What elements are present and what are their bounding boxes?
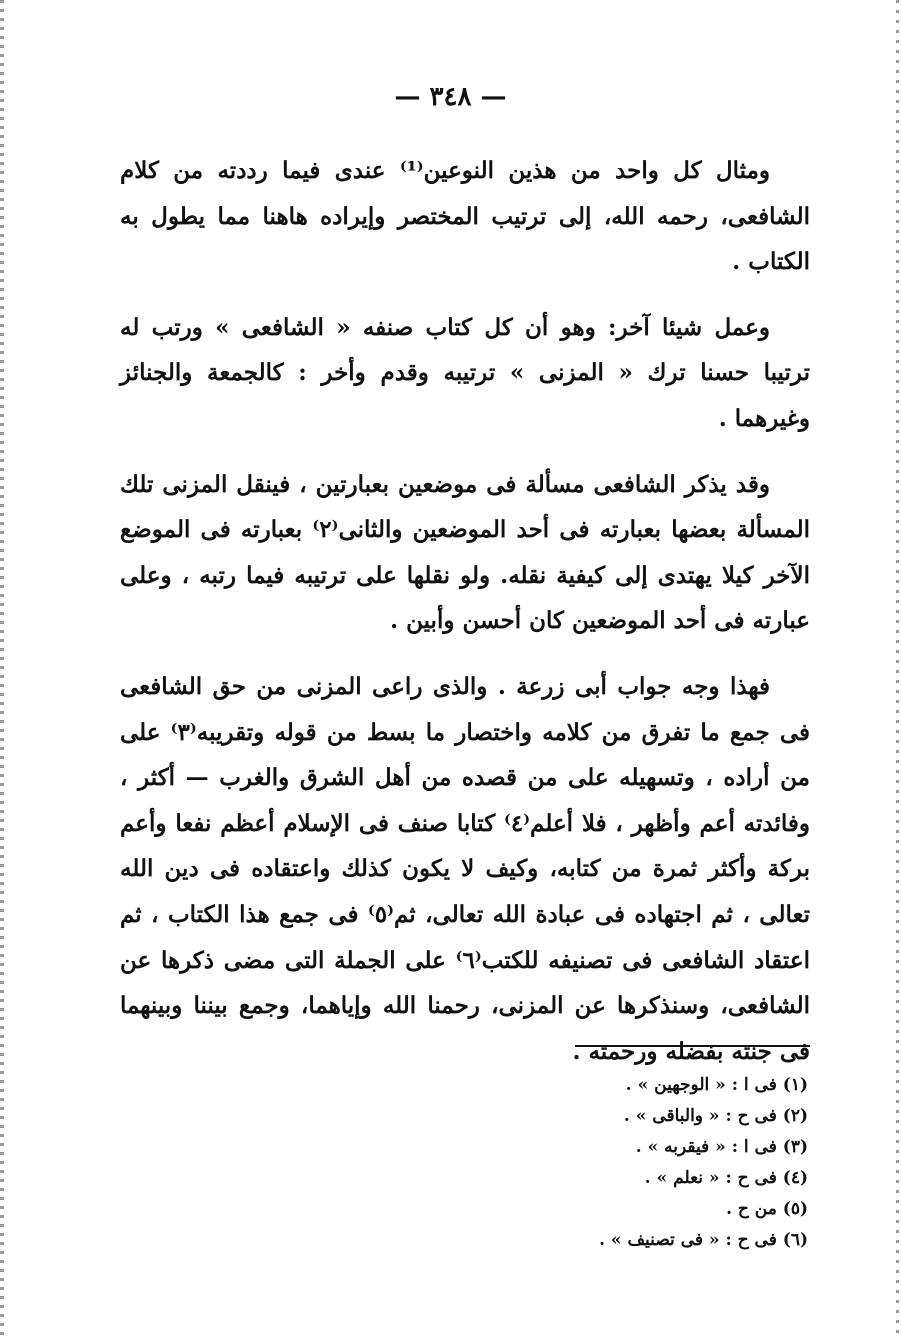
page-number: — ٣٤٨ — <box>394 82 507 112</box>
footnote-divider <box>575 1045 810 1047</box>
footnote: (٥) من ح . <box>726 1199 808 1219</box>
scan-edge-left <box>0 0 4 1338</box>
footnote: (٣) فى ا : « فيقربه » . <box>635 1137 808 1157</box>
paragraph <box>120 305 810 442</box>
footnote: (٦) فى ح : « فى تصنيف » . <box>599 1230 808 1250</box>
scan-edge-right <box>896 0 899 1338</box>
footnote: (١) فى ا : « الوجهين » . <box>625 1075 808 1095</box>
paragraph-text: وعمل شيئا آخر: وهو أن كل كتاب صنفه « الشافعى » ورتب له ترتيبا حسنا ترك « المزنى » ترتيبه وقدم وأخر : كالجمعة والجنائز وغيرهما . <box>120 313 810 432</box>
footnotes <box>420 1070 808 1256</box>
paragraph <box>120 148 810 285</box>
paragraph <box>120 664 810 1074</box>
paragraph-text: وقد يذكر الشافعى مسألة فى موضعين بعبارتين ، فينقل المزنى تلك المسألة بعضها بعبارته فى أحد الموضعين والثانى⁽٢⁾ بعبارته فى الموضع الآخر كيلا يهتدى إلى كيفية نقله. ولو نقلها على ترتيبه فيما رتبه ، وعلى عبارته فى أحد الموضعين كان أحسن وأبين . <box>120 470 811 635</box>
paragraph <box>120 462 810 644</box>
footnote: (٤) فى ح : « نعلم » . <box>644 1168 808 1188</box>
paragraph-text: ومثال كل واحد من هذين النوعين⁽¹⁾ عندى فيما رددته من كلام الشافعى، رحمه الله، إلى ترتيب المختصر وإيراده هاهنا مما يطول به الكتاب . <box>120 157 810 276</box>
footnote: (٢) فى ح : « والباقى » . <box>623 1106 808 1126</box>
paragraph-text: فهذا وجه جواب أبى زرعة . والذى راعى المزنى من حق الشافعى فى جمع ما تفرق من كلامه واختصار ما بسط من قوله وتقريبه⁽٣⁾ على من أراده ، وتسهيله على من قصده من أهل الشرق والغرب — أكثر ، وفائدته أعم وأظهر ، فلا أعلم⁽٤⁾ كتابا صنف فى الإسلام أعظم نفعا وأعم بركة وأكثر ثمرة من كتابه، وكيف لا يكون كذلك واعتقاده فى دين الله تعالى ، ثم اجتهاده فى عبادة الله تعالى، ثم⁽٥⁾ فى جمع هذا الكتاب ، ثم اعتقاد الشافعى فى تصنيفه للكتب⁽٦⁾ على الجملة التى مضى ذكرها عن الشافعى، وسنذكرها عن المزنى، رحمنا الله وإياهما، وجمع بيننا وبينهما فى جنته بفضله ورحمته . <box>120 672 811 1065</box>
body-text <box>120 148 810 1074</box>
